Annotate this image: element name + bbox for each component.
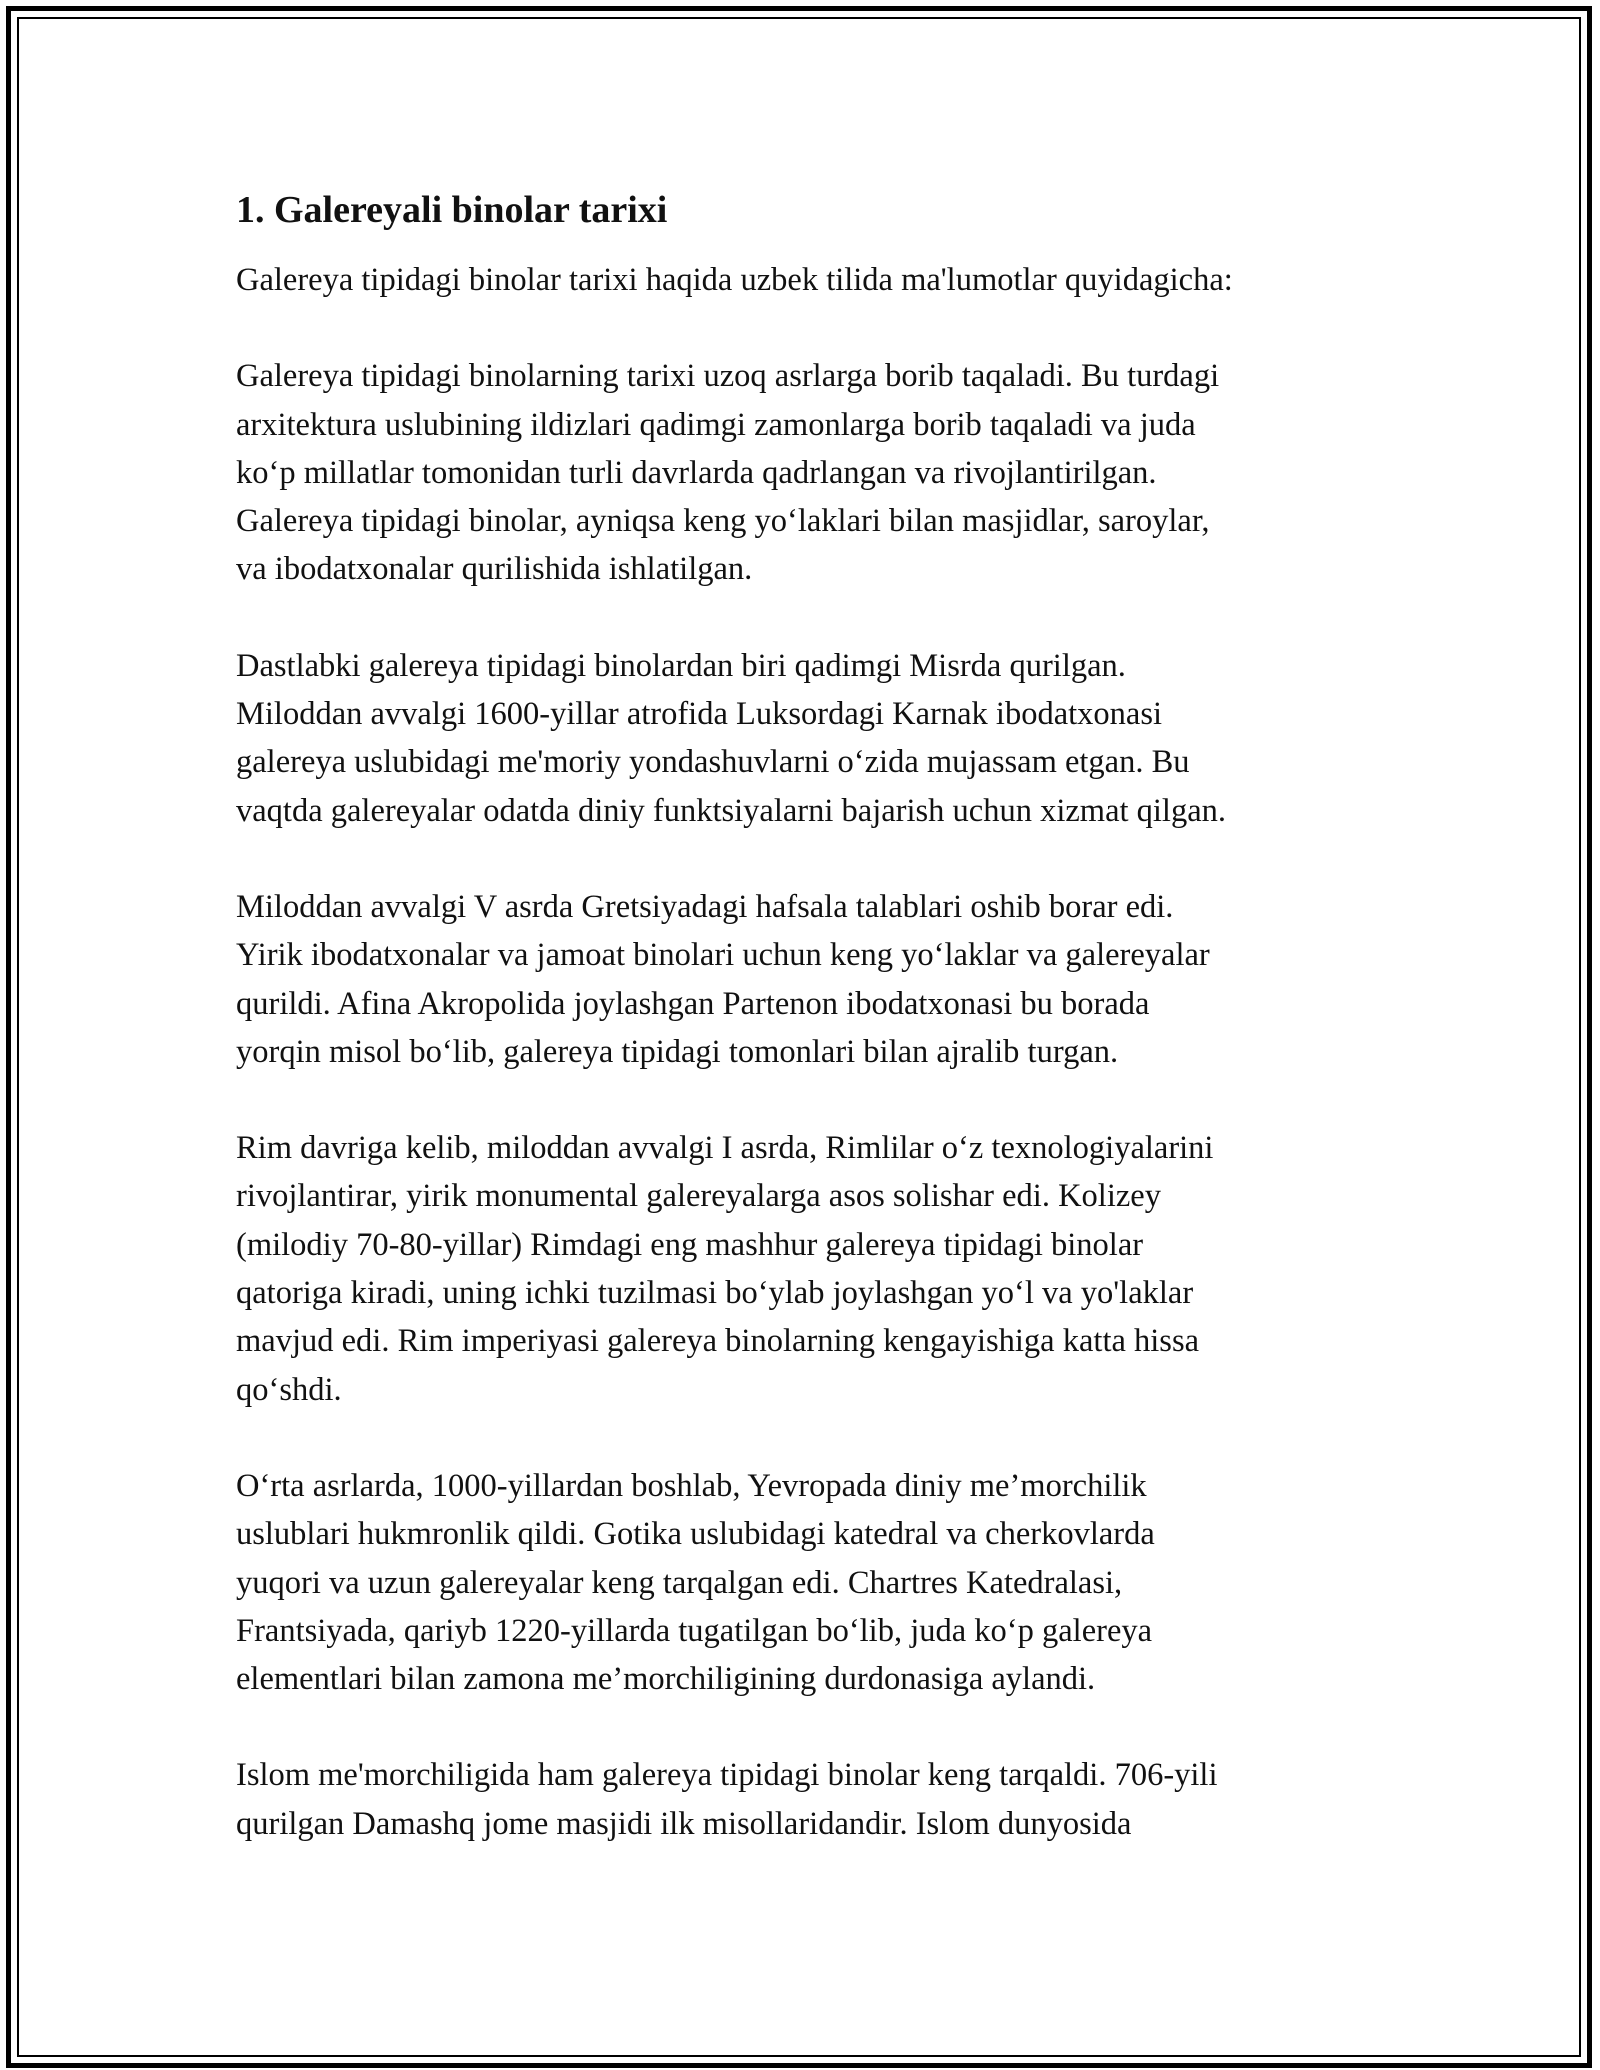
paragraph-egypt <box>236 642 1386 835</box>
paragraph-line: O‘rta asrlarda, 1000-yillardan boshlab, Yevropada diniy me’morchilik <box>236 1467 1147 1504</box>
paragraph-line: Galereya tipidagi binolarning tarixi uzoq asrlarga borib taqaladi. Bu turdagi <box>236 358 1220 395</box>
section-heading: 1. Galereyali binolar tarixi <box>236 189 668 231</box>
paragraph-line: yuqori va uzun galereyalar keng tarqalgan edi. Chartres Katedralasi, <box>236 1564 1123 1601</box>
paragraph-line: elementlari bilan zamona me’morchiligining durdonasiga aylandi. <box>236 1661 1096 1698</box>
paragraph-line: va ibodatxonalar qurilishida ishlatilgan. <box>236 551 753 588</box>
paragraph-line: uslublari hukmronlik qildi. Gotika uslubidagi katedral va cherkovlarda <box>236 1516 1155 1553</box>
paragraph-intro <box>236 256 1386 304</box>
paragraph-origins <box>236 352 1386 593</box>
paragraph-line: Islom me'morchiligida ham galereya tipidagi binolar keng tarqaldi. 706-yili <box>236 1757 1218 1794</box>
paragraph-line: qurilgan Damashq jome masjidi ilk misollaridandir. Islom dunyosida <box>236 1805 1132 1842</box>
paragraph-islamic <box>236 1751 1386 1848</box>
paragraph-line: Frantsiyada, qariyb 1220-yillarda tugatilgan bo‘lib, juda ko‘p galereya <box>236 1612 1153 1649</box>
document-body <box>236 186 1386 1896</box>
paragraph-line: Dastlabki galereya tipidagi binolardan biri qadimgi Misrda qurilgan. <box>236 647 1126 684</box>
paragraph-line: vaqtda galereyalar odatda diniy funktsiyalarni bajarish uchun xizmat qilgan. <box>236 792 1227 829</box>
paragraph-line: galereya uslubidagi me'moriy yondashuvlarni o‘zida mujassam etgan. Bu <box>236 744 1190 781</box>
paragraph-line: Miloddan avvalgi V asrda Gretsiyadagi hafsala talablari oshib borar edi. <box>236 888 1174 925</box>
paragraph-rome <box>236 1124 1386 1414</box>
paragraph-line: arxitektura uslubining ildizlari qadimgi zamonlarga borib taqaladi va juda <box>236 406 1196 443</box>
paragraph-line: (milodiy 70-80-yillar) Rimdagi eng mashhur galereya tipidagi binolar <box>236 1226 1144 1263</box>
paragraph-line: Galereya tipidagi binolar, ayniqsa keng yo‘laklari bilan masjidlar, saroylar, <box>236 503 1210 540</box>
paragraph-line: qo‘shdi. <box>236 1371 342 1408</box>
paragraph-line: qurildi. Afina Akropolida joylashgan Partenon ibodatxonasi bu borada <box>236 985 1150 1022</box>
paragraph-line: mavjud edi. Rim imperiyasi galereya binolarning kengayishiga katta hissa <box>236 1323 1200 1360</box>
paragraph-middle-ages <box>236 1462 1386 1703</box>
paragraph-line: ko‘p millatlar tomonidan turli davrlarda qadrlangan va rivojlantirilgan. <box>236 454 1157 491</box>
paragraph-line: yorqin misol bo‘lib, galereya tipidagi tomonlari bilan ajralib turgan. <box>236 1033 1119 1070</box>
paragraph-greece <box>236 883 1386 1076</box>
paragraph-line: Miloddan avvalgi 1600-yillar atrofida Luksordagi Karnak ibodatxonasi <box>236 696 1163 733</box>
paragraph-line: Rim davriga kelib, miloddan avvalgi I asrda, Rimlilar o‘z texnologiyalarini <box>236 1130 1214 1167</box>
paragraph-line: qatoriga kiradi, uning ichki tuzilmasi bo‘ylab joylashgan yo‘l va yo'laklar <box>236 1275 1194 1312</box>
paragraph-line: Yirik ibodatxonalar va jamoat binolari uchun keng yo‘laklar va galereyalar <box>236 937 1210 974</box>
paragraph-line: Galereya tipidagi binolar tarixi haqida uzbek tilida ma'lumotlar quyidagicha: <box>236 262 1233 298</box>
paragraph-line: rivojlantirar, yirik monumental galereyalarga asos solishar edi. Kolizey <box>236 1178 1161 1215</box>
